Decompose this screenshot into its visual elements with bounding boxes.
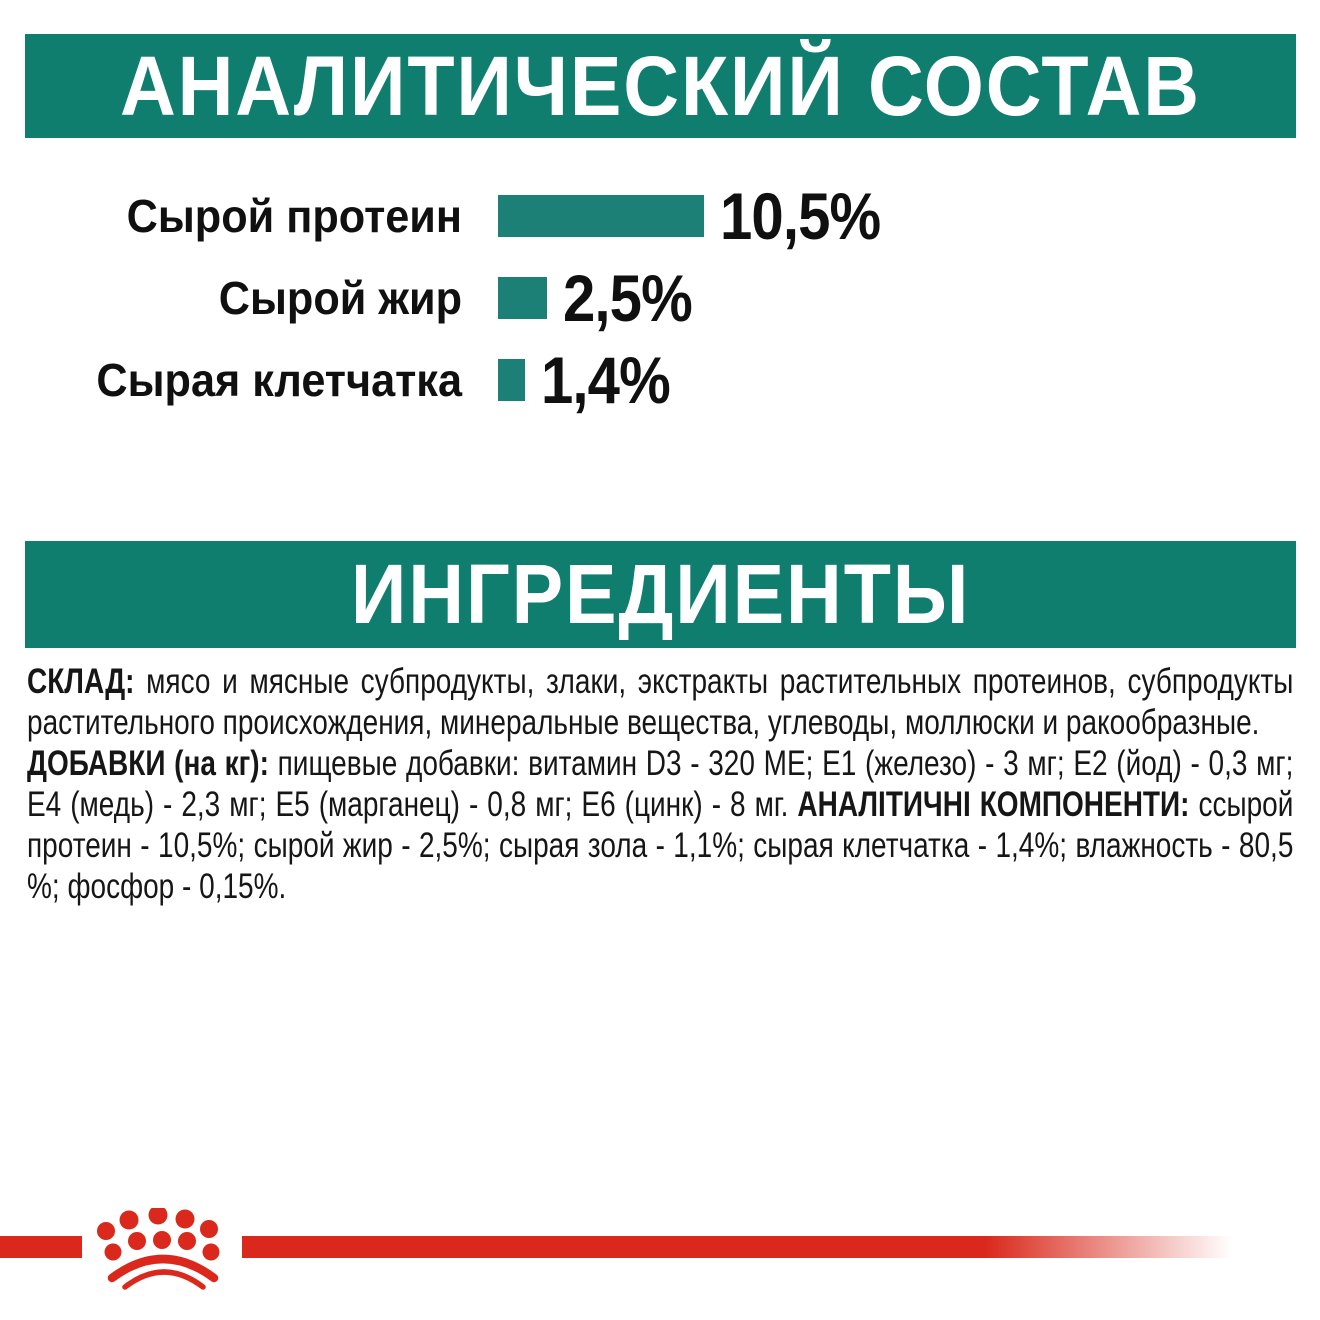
chart-value-label: 1,4% [541, 343, 670, 417]
ingredients-body-text: мясо и мясные субпродукты, злаки, экстракты растительных протеинов, субпродукты растительного происхождения, минеральные вещества, углеводы, моллюски и ракообразные. [27, 662, 1294, 742]
chart-category-label: Сырой жир [218, 272, 462, 324]
chart-bar [498, 195, 704, 237]
ingredients-paragraph [27, 743, 1293, 907]
analytical-composition-banner [25, 34, 1296, 138]
royal-canin-crown-paw-icon [95, 1208, 227, 1296]
chart-bar [498, 359, 525, 401]
ingredients-text [27, 661, 1293, 907]
chart-category-label: Сырая клетчатка [96, 354, 463, 406]
chart-category-label: Сырой протеин [126, 190, 463, 242]
composition-chart [0, 175, 1320, 421]
crown-smile-arcs [112, 1259, 214, 1287]
chart-value-label: 10,5% [720, 179, 881, 253]
ingredients-paragraph [27, 661, 1293, 743]
chart-row-crude-protein [0, 175, 1320, 257]
ingredients-title: ИНГРЕДИЕНТЫ [350, 547, 971, 641]
chart-bar [498, 277, 547, 319]
ingredients-banner [25, 541, 1296, 648]
chart-value-label: 2,5% [563, 261, 692, 335]
analytical-composition-title: АНАЛИТИЧЕСКИЙ СОСТАВ [120, 38, 1201, 133]
ingredients-body-text: пищевые добавки: витамин D3 - 320 МЕ; Е1 (железо) - 3 мг; Е2 (йод) - 0,3 мг; Е4 (медь) - 2,3 мг; Е5 (марганец) - 0,8 мг; Е6 (цинк) - 8 мг. [27, 744, 1294, 824]
chart-row-crude-fiber [0, 339, 1320, 421]
ingredients-body-text: ссырой протеин - 10,5%; сырой жир - 2,5%; сырая зола - 1,1%; сырая клетчатка - 1,4%; влажность - 80,5 %; фосфор - 0,15%. [27, 785, 1294, 906]
ingredients-term: ДОБАВКИ (на кг): [27, 744, 269, 783]
chart-row-crude-fat [0, 257, 1320, 339]
ingredients-term: СКЛАД: [27, 662, 135, 701]
ingredients-term: АНАЛІТИЧНІ КОМПОНЕНТИ: [797, 785, 1190, 824]
